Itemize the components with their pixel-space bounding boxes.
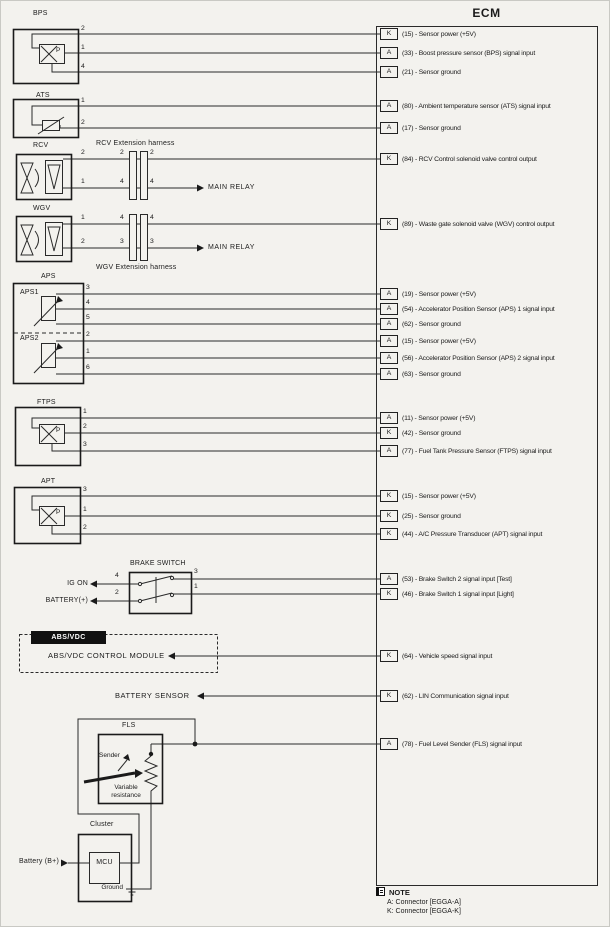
bps-label: BPS: [33, 10, 48, 17]
arrow-right-icon: [135, 769, 143, 778]
arrow-up-icon: [56, 343, 63, 350]
component-boxes: [14, 30, 192, 902]
pin-number: 2: [81, 149, 85, 156]
pin-number: 2: [120, 149, 124, 156]
variable-resistance-label-2: resistance: [111, 792, 141, 799]
pin-number: 4: [86, 299, 90, 306]
ecm-pin-row: [380, 510, 461, 522]
ecm-connector-letter: K: [380, 690, 398, 702]
ecm-pin-label: (44) - A/C Pressure Transducer (APT) signal input: [402, 530, 543, 538]
ecm-pin-label: (19) - Sensor power (+5V): [402, 290, 476, 298]
ecm-pin-label: (78) - Fuel Level Sender (FLS) signal input: [402, 740, 522, 748]
ecm-connector-letter: K: [380, 490, 398, 502]
ecm-pin-label: (42) - Sensor ground: [402, 429, 461, 437]
ecm-pin-row: [380, 528, 542, 540]
ecm-connector-letter: K: [380, 153, 398, 165]
mcu-label: MCU: [96, 859, 113, 866]
pin-number: 1: [81, 178, 85, 185]
pin-number: 4: [120, 178, 124, 185]
aps-label: APS: [41, 273, 56, 280]
pin-number: 4: [115, 572, 119, 579]
ecm-pin-row: [380, 100, 551, 112]
pin-number: 2: [86, 331, 90, 338]
arrow-left-icon: [90, 598, 97, 605]
ftps-box: [16, 408, 81, 466]
arrow-up-icon: [56, 296, 63, 303]
pin-number: 1: [83, 506, 87, 513]
arrow-right-icon: [197, 245, 204, 252]
ecm-pin-row: [380, 445, 552, 457]
pressure-symbol-p: P: [56, 509, 61, 516]
ecm-connector-letter: A: [380, 445, 398, 457]
pin-number: 1: [194, 583, 198, 590]
junction-dot: [193, 742, 198, 747]
aps1-label: APS1: [20, 289, 39, 296]
pin-number: 2: [150, 149, 154, 156]
ecm-pin-row: [380, 690, 509, 702]
potentiometer-icon: [42, 297, 56, 321]
ecm-connector-letter: A: [380, 412, 398, 424]
ecm-connector-letter: A: [380, 66, 398, 78]
pin-number: 3: [86, 284, 90, 291]
ecm-title: ECM: [472, 6, 501, 20]
wgv-harness-label: WGV Extension harness: [96, 264, 177, 271]
ecm-pin-label: (46) - Brake Switch 1 signal input [Light]: [402, 590, 514, 598]
ecm-pin-label: (11) - Sensor power (+5V): [402, 414, 476, 422]
pin-number: 3: [150, 238, 154, 245]
pin-number: 1: [86, 348, 90, 355]
pin-number: 3: [83, 486, 87, 493]
ecm-pin-label: (33) - Boost pressure sensor (BPS) signal input: [402, 49, 536, 57]
ecm-pin-row: [380, 122, 461, 134]
fls-label: FLS: [122, 722, 136, 729]
pin-number: 4: [81, 63, 85, 70]
ecm-connector-letter: A: [380, 303, 398, 315]
ecm-connector-letter: A: [380, 318, 398, 330]
switch-contact: [138, 599, 141, 602]
arrow-right-icon: [197, 185, 204, 192]
ecm-pin-label: (80) - Ambient temperature sensor (ATS) signal input: [402, 102, 551, 110]
ecm-pin-row: [380, 66, 461, 78]
pin-number: 3: [83, 441, 87, 448]
arrow-right-icon: [61, 860, 68, 867]
pressure-sensor-icon: [40, 507, 65, 526]
ecm-connector-letter: K: [380, 650, 398, 662]
ecm-pin-label: (25) - Sensor ground: [402, 512, 461, 520]
ecm-pin-label: (89) - Waste gate solenoid valve (WGV) control output: [402, 220, 555, 228]
valve-icon: [21, 225, 33, 255]
ecm-connector-letter: A: [380, 47, 398, 59]
fls-sender-arm: [84, 773, 135, 782]
abs-vdc-module-label: ABS/VDC CONTROL MODULE: [48, 651, 165, 660]
rcv-harness-label: RCV Extension harness: [96, 140, 175, 147]
ecm-pin-label: (17) - Sensor ground: [402, 124, 461, 132]
abs-vdc-tag: ABS/VDC: [31, 631, 106, 644]
pin-number: 1: [81, 44, 85, 51]
ecm-pin-label: (62) - LIN Communication signal input: [402, 692, 509, 700]
switch-contact: [138, 582, 141, 585]
pin-number: 5: [86, 314, 90, 321]
ecm-pin-label: (15) - Sensor power (+5V): [402, 337, 476, 345]
pressure-symbol-p: P: [56, 47, 61, 54]
arrow-left-icon: [90, 581, 97, 588]
ecm-pin-row: [380, 153, 537, 165]
ecm-pin-label: (77) - Fuel Tank Pressure Sensor (FTPS) signal input: [402, 447, 552, 455]
note-line-a: A: Connector [EGGA-A]: [387, 899, 461, 906]
ecm-connector-letter: K: [380, 510, 398, 522]
arrow-left-icon: [168, 653, 175, 660]
ecm-pin-row: [380, 650, 492, 662]
ecm-connector-letter: K: [380, 28, 398, 40]
pin-number: 2: [81, 238, 85, 245]
ecm-pin-row: [380, 738, 522, 750]
ecm-pin-row: [380, 47, 535, 59]
ecm-pin-row: [380, 573, 512, 585]
ecm-pin-row: [380, 303, 555, 315]
main-relay-label: MAIN RELAY: [208, 184, 255, 191]
pin-number: 2: [81, 119, 85, 126]
ig-on-label: IG ON: [67, 580, 88, 587]
wire-lines: [32, 34, 381, 895]
aps2-label: APS2: [20, 335, 39, 342]
pin-number: 6: [86, 364, 90, 371]
ecm-pin-row: [380, 352, 555, 364]
battery-plus-label: BATTERY(+): [45, 597, 88, 604]
ecm-pin-row: [380, 588, 514, 600]
ecm-pin-label: (54) - Accelerator Position Sensor (APS) 1 signal input: [402, 305, 555, 313]
ecm-pin-row: [380, 318, 461, 330]
note-icon: [376, 887, 385, 896]
ecm-pin-row: [380, 412, 475, 424]
ecm-connector-letter: A: [380, 738, 398, 750]
pin-number: 1: [81, 214, 85, 221]
brake-switch-label: BRAKE SWITCH: [130, 560, 186, 567]
cluster-label: Cluster: [90, 821, 114, 828]
pin-number: 1: [83, 408, 87, 415]
ecm-connector-letter: A: [380, 100, 398, 112]
ground-label: Ground: [101, 884, 123, 891]
ecm-connector-letter: A: [380, 368, 398, 380]
ecm-pin-label: (15) - Sensor power (+5V): [402, 30, 476, 38]
pin-number: 1: [81, 97, 85, 104]
ecm-connector-letter: K: [380, 218, 398, 230]
battery-sensor-label: BATTERY SENSOR: [115, 691, 190, 700]
ecm-pin-label: (64) - Vehicle speed signal input: [402, 652, 493, 660]
note-line-k: K: Connector [EGGA-K]: [387, 908, 461, 915]
ecm-connector-letter: K: [380, 588, 398, 600]
ats-box: [14, 100, 79, 138]
switch-contact: [170, 576, 173, 579]
pin-number: 3: [120, 238, 124, 245]
ecm-pin-row: [380, 288, 476, 300]
pin-number: 2: [83, 423, 87, 430]
pressure-symbol-p: P: [56, 427, 61, 434]
ecm-pin-row: [380, 218, 554, 230]
valve-icon: [21, 163, 33, 193]
wgv-label: WGV: [33, 205, 51, 212]
note-label: NOTE: [389, 888, 410, 897]
main-relay-label: MAIN RELAY: [208, 244, 255, 251]
ecm-pin-row: [380, 490, 476, 502]
ecm-pin-row: [380, 335, 476, 347]
sender-label: Sender: [99, 752, 120, 759]
apt-label: APT: [41, 478, 56, 485]
wiring-diagram-svg: [1, 1, 610, 927]
ecm-connector-letter: A: [380, 288, 398, 300]
pin-number: 3: [194, 568, 198, 575]
pressure-sensor-icon: [40, 45, 65, 64]
pin-number: 2: [81, 25, 85, 32]
ecm-pin-label: (84) - RCV Control solenoid valve control output: [402, 155, 537, 163]
ecm-pin-label: (21) - Sensor ground: [402, 68, 461, 76]
rcv-label: RCV: [33, 142, 49, 149]
variable-resistance-label-1: Variable: [114, 784, 138, 791]
ecm-connector-letter: A: [380, 122, 398, 134]
ats-label: ATS: [36, 92, 50, 99]
pin-number: 2: [83, 524, 87, 531]
ecm-pin-label: (53) - Brake Switch 2 signal input [Test]: [402, 575, 512, 583]
ftps-label: FTPS: [37, 399, 56, 406]
pressure-sensor-icon: [40, 425, 65, 444]
mcu-box: [90, 853, 120, 884]
pin-number: 2: [115, 589, 119, 596]
ecm-pin-label: (63) - Sensor ground: [402, 370, 461, 378]
pin-number: 4: [120, 214, 124, 221]
pin-number: 4: [150, 214, 154, 221]
ecm-connector-letter: A: [380, 573, 398, 585]
ecm-pin-row: [380, 427, 461, 439]
ecm-pin-row: [380, 28, 476, 40]
ecm-connector-letter: A: [380, 352, 398, 364]
ecm-pin-label: (62) - Sensor ground: [402, 320, 461, 328]
arrow-left-icon: [197, 693, 204, 700]
junction-dot: [149, 752, 153, 756]
battery-b-plus-label: Battery (B+): [19, 858, 59, 865]
ecm-connector-letter: A: [380, 335, 398, 347]
switch-contact: [170, 593, 173, 596]
ecm-connector-letter: K: [380, 427, 398, 439]
ecm-connector-letter: K: [380, 528, 398, 540]
potentiometer-icon: [42, 344, 56, 368]
ecm-pin-label: (15) - Sensor power (+5V): [402, 492, 476, 500]
ecm-pin-label: (56) - Accelerator Position Sensor (APS) 2 signal input: [402, 354, 555, 362]
ecm-pin-row: [380, 368, 461, 380]
harness-connectors: [130, 152, 148, 261]
pin-number: 4: [150, 178, 154, 185]
